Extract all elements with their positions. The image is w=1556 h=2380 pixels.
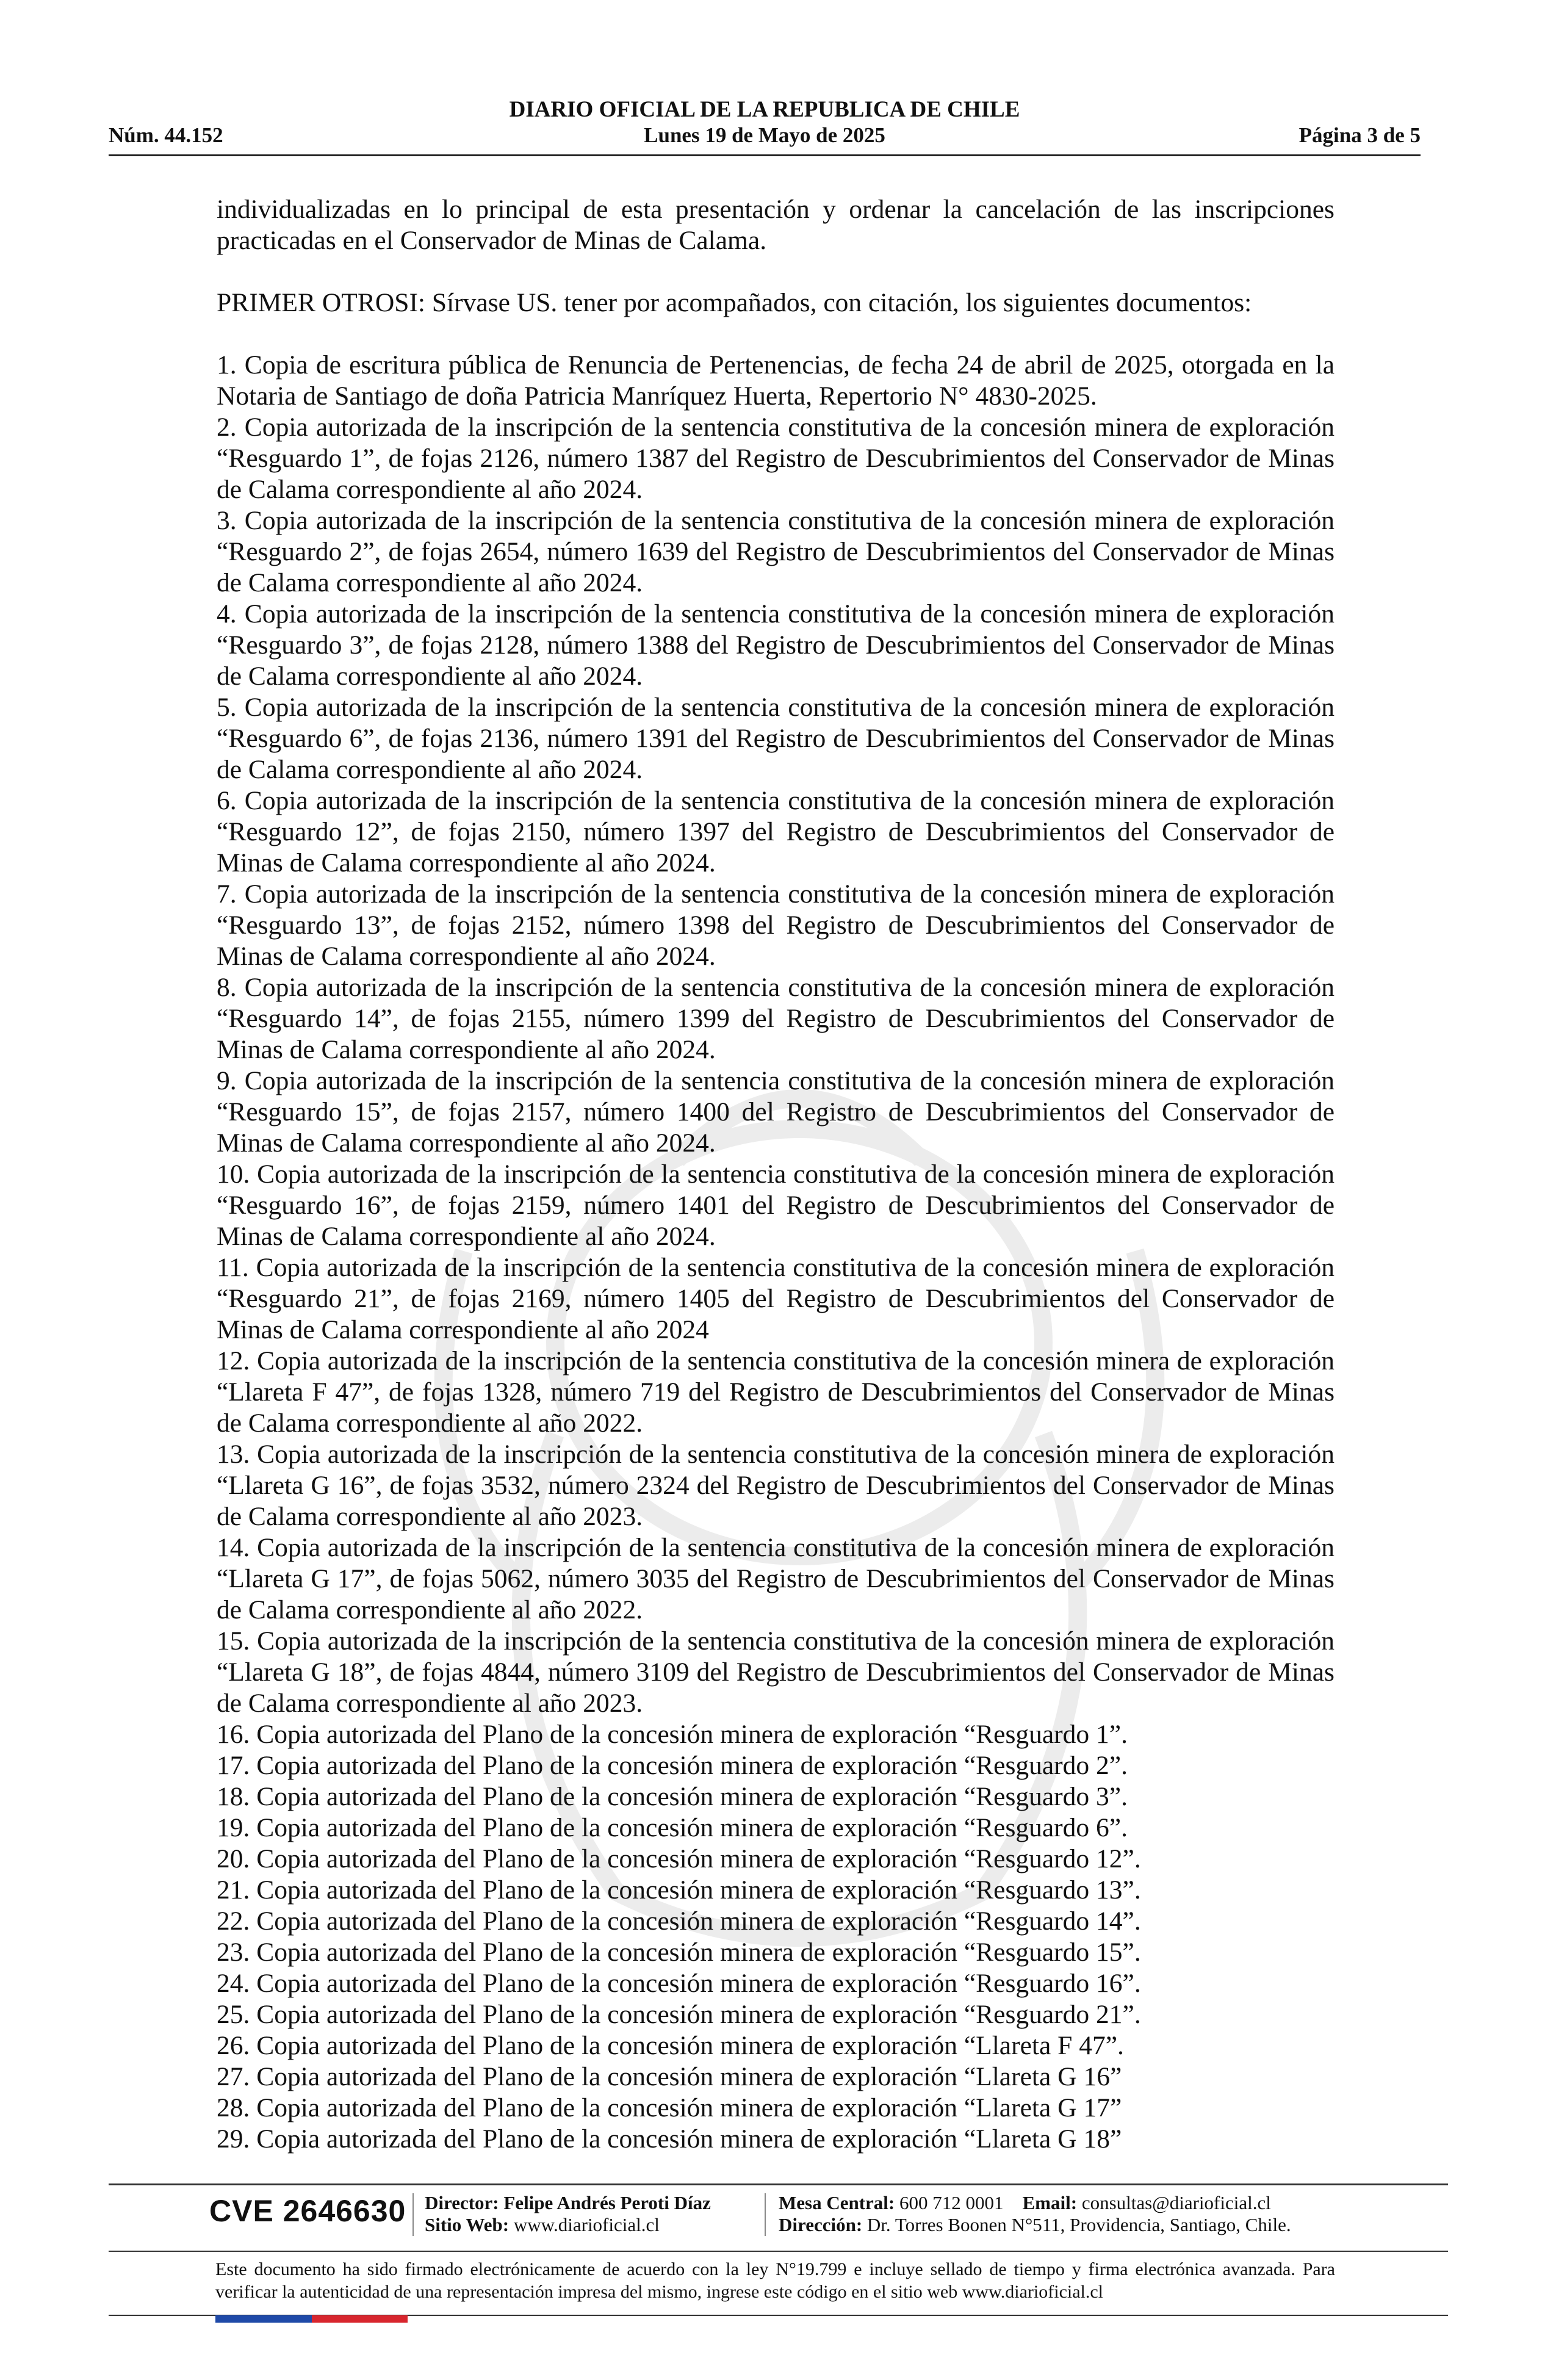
list-item: 24. Copia autorizada del Plano de la concesión minera de exploración “Resguardo 16”. [217, 1969, 1141, 1998]
issue-date: Lunes 19 de Mayo de 2025 [644, 123, 885, 147]
footer-separator [765, 2193, 766, 2236]
mesa-phone: 600 712 0001 [899, 2192, 1004, 2213]
list-item: 7. Copia autorizada de la inscripción de la sentencia constitutiva de la concesión minera de exploración “Resguardo 13”, de fojas 2152, número 1398 del Registro de Descubrimientos del Conservador de Minas de Calama correspondiente al año 2024. [217, 879, 1334, 971]
list-item: 12. Copia autorizada de la inscripción de la sentencia constitutiva de la concesión minera de exploración “Llareta F 47”, de fojas 1328, número 719 del Registro de Descubrimientos del Conservador de Minas de Calama correspondiente al año 2022. [217, 1346, 1334, 1438]
footer-top-rule [109, 2183, 1448, 2185]
list-item: 14. Copia autorizada de la inscripción de la sentencia constitutiva de la concesión minera de exploración “Llareta G 17”, de fojas 5062, número 3035 del Registro de Descubrimientos del Conservador de Minas de Calama correspondiente al año 2022. [217, 1533, 1334, 1625]
list-item: 23. Copia autorizada del Plano de la concesión minera de exploración “Resguardo 15”. [217, 1938, 1141, 1967]
footer-separator [412, 2193, 414, 2236]
email-label: Email: [1022, 2192, 1078, 2213]
list-item: 9. Copia autorizada de la inscripción de la sentencia constitutiva de la concesión minera de exploración “Resguardo 15”, de fojas 2157, número 1400 del Registro de Descubrimientos del Conservador de Minas de Calama correspondiente al año 2024. [217, 1066, 1334, 1158]
web-link[interactable]: www.diarioficial.cl [513, 2214, 660, 2235]
header-divider [109, 154, 1421, 156]
document-body [217, 194, 1334, 2155]
list-item: 15. Copia autorizada de la inscripción de la sentencia constitutiva de la concesión minera de exploración “Llareta G 18”, de fojas 4844, número 3109 del Registro de Descubrimientos del Conservador de Minas de Calama correspondiente al año 2023. [217, 1626, 1334, 1718]
list-item: 28. Copia autorizada del Plano de la concesión minera de exploración “Llareta G 17” [217, 2093, 1122, 2122]
web-label: Sitio Web: [425, 2214, 510, 2235]
list-item: 29. Copia autorizada del Plano de la concesión minera de exploración “Llareta G 18” [217, 2124, 1122, 2154]
list-item: 8. Copia autorizada de la inscripción de la sentencia constitutiva de la concesión minera de exploración “Resguardo 14”, de fojas 2155, número 1399 del Registro de Descubrimientos del Conservador de Minas de Calama correspondiente al año 2024. [217, 973, 1334, 1064]
list-item: 6. Copia autorizada de la inscripción de la sentencia constitutiva de la concesión minera de exploración “Resguardo 12”, de fojas 2150, número 1397 del Registro de Descubrimientos del Conservador de Minas de Calama correspondiente al año 2024. [217, 786, 1334, 878]
list-item: 3. Copia autorizada de la inscripción de la sentencia constitutiva de la concesión minera de exploración “Resguardo 2”, de fojas 2654, número 1639 del Registro de Descubrimientos del Conservador de Minas de Calama correspondiente al año 2024. [217, 506, 1334, 597]
page-indicator: Página 3 de 5 [1298, 123, 1421, 147]
list-item: 11. Copia autorizada de la inscripción de la sentencia constitutiva de la concesión minera de exploración “Resguardo 21”, de fojas 2169, número 1405 del Registro de Descubrimientos del Conservador de Minas de Calama correspondiente al año 2024 [217, 1253, 1334, 1344]
legal-notice: Este documento ha sido firmado electrónicamente de acuerdo con la ley N°19.799 e incluye sellado de tiempo y firma electrónica avanzada. Para verificar la autenticidad de una representación impresa del mismo, ingrese este código en el sitio web www.diarioficial.cl [215, 2259, 1335, 2302]
footer-director-block [425, 2192, 711, 2236]
list-item: 10. Copia autorizada de la inscripción de la sentencia constitutiva de la concesión minera de exploración “Resguardo 16”, de fojas 2159, número 1401 del Registro de Descubrimientos del Conservador de Minas de Calama correspondiente al año 2024. [217, 1159, 1334, 1251]
issue-number: Núm. 44.152 [109, 123, 223, 147]
email-link[interactable]: consultas@diarioficial.cl [1081, 2192, 1271, 2213]
page-header [109, 92, 1421, 159]
intro-paragraph: individualizadas en lo principal de esta presentación y ordenar la cancelación de las inscripciones practicadas en el Conservador de Minas de Calama. [217, 195, 1334, 255]
director-label: Director: Felipe Andrés Peroti Díaz [425, 2192, 711, 2213]
list-item: 4. Copia autorizada de la inscripción de la sentencia constitutiva de la concesión minera de exploración “Resguardo 3”, de fojas 2128, número 1388 del Registro de Descubrimientos del Conservador de Minas de Calama correspondiente al año 2024. [217, 599, 1334, 691]
list-item: 18. Copia autorizada del Plano de la concesión minera de exploración “Resguardo 3”. [217, 1782, 1128, 1811]
otrosi-paragraph: PRIMER OTROSI: Sírvase US. tener por acompañados, con citación, los siguientes documentos: [217, 288, 1252, 317]
list-item: 2. Copia autorizada de la inscripción de la sentencia constitutiva de la concesión minera de exploración “Resguardo 1”, de fojas 2126, número 1387 del Registro de Descubrimientos del Conservador de Minas de Calama correspondiente al año 2024. [217, 413, 1334, 504]
list-item: 17. Copia autorizada del Plano de la concesión minera de exploración “Resguardo 2”. [217, 1751, 1128, 1780]
cve-code: CVE 2646630 [209, 2194, 406, 2228]
list-item: 5. Copia autorizada de la inscripción de la sentencia constitutiva de la concesión minera de exploración “Resguardo 6”, de fojas 2136, número 1391 del Registro de Descubrimientos del Conservador de Minas de Calama correspondiente al año 2024. [217, 693, 1334, 784]
direccion-label: Dirección: [779, 2214, 863, 2235]
list-item: 19. Copia autorizada del Plano de la concesión minera de exploración “Resguardo 6”. [217, 1813, 1128, 1842]
document-list [217, 350, 1334, 2155]
footer-middle-rule [109, 2251, 1448, 2252]
mesa-label: Mesa Central: [779, 2192, 895, 2213]
page-footer [109, 2183, 1448, 2336]
flag-blue-segment [215, 2315, 312, 2323]
direccion-value: Dr. Torres Boonen N°511, Providencia, Santiago, Chile. [866, 2214, 1291, 2235]
footer-contact-block [779, 2192, 1291, 2236]
list-item: 16. Copia autorizada del Plano de la concesión minera de exploración “Resguardo 1”. [217, 1720, 1128, 1749]
list-item: 20. Copia autorizada del Plano de la concesión minera de exploración “Resguardo 12”. [217, 1844, 1141, 1873]
list-item: 21. Copia autorizada del Plano de la concesión minera de exploración “Resguardo 13”. [217, 1875, 1141, 1905]
flag-stripe [215, 2315, 408, 2323]
list-item: 27. Copia autorizada del Plano de la concesión minera de exploración “Llareta G 16” [217, 2062, 1122, 2091]
list-item: 26. Copia autorizada del Plano de la concesión minera de exploración “Llareta F 47”. [217, 2031, 1124, 2060]
list-item: 1. Copia de escritura pública de Renuncia de Pertenencias, de fecha 24 de abril de 2025, otorgada en la Notaria de Santiago de doña Patricia Manríquez Huerta, Repertorio N° 4830-2025. [217, 350, 1334, 411]
list-item: 13. Copia autorizada de la inscripción de la sentencia constitutiva de la concesión minera de exploración “Llareta G 16”, de fojas 3532, número 2324 del Registro de Descubrimientos del Conservador de Minas de Calama correspondiente al año 2023. [217, 1440, 1334, 1531]
newspaper-title: DIARIO OFICIAL DE LA REPUBLICA DE CHILE [509, 97, 1020, 122]
flag-red-segment [312, 2315, 408, 2323]
list-item: 25. Copia autorizada del Plano de la concesión minera de exploración “Resguardo 21”. [217, 2000, 1141, 2029]
list-item: 22. Copia autorizada del Plano de la concesión minera de exploración “Resguardo 14”. [217, 1906, 1141, 1936]
